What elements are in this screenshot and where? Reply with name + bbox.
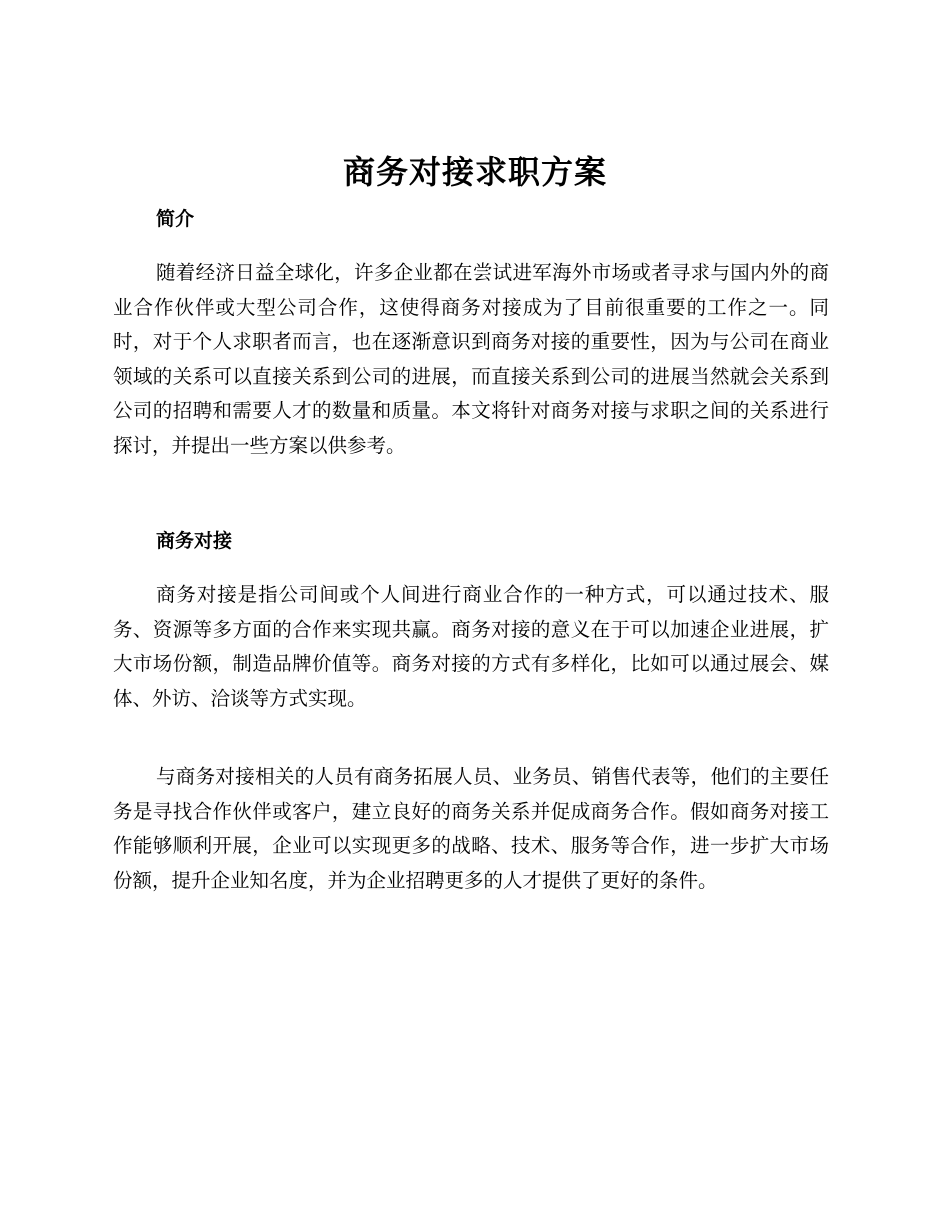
paragraph-business-matching-personnel: 与商务对接相关的人员有商务拓展人员、业务员、销售代表等，他们的主要任务是寻找合作伙伴或客户，建立良好的商务关系并促成商务合作。假如商务对接工作能够顺利开展，企业可以实现更多的战略、技术、服务等合作，进一步扩大市场份额，提升企业知名度，并为企业招聘更多的人才提供了更好的条件。 — [113, 765, 829, 892]
paragraph-intro: 随着经济日益全球化，许多企业都在尝试进军海外市场或者寻求与国内外的商业合作伙伴或大型公司合作，这使得商务对接成为了目前很重要的工作之一。同时，对于个人求职者而言，也在逐渐意识到商务对接的重要性，因为与公司在商业领域的关系可以直接关系到公司的进展，而直接关系到公司的进展当然就会关系到公司的招聘和需要人才的数量和质量。本文将针对商务对接与求职之间的关系进行探讨，并提出一些方案以供参考。 — [113, 261, 829, 457]
document-title: 商务对接求职方案 — [342, 153, 607, 191]
section-heading-business-matching: 商务对接 — [156, 530, 233, 552]
section-heading-intro: 简介 — [156, 208, 195, 230]
paragraph-business-matching-definition: 商务对接是指公司间或个人间进行商业合作的一种方式，可以通过技术、服务、资源等多方面的合作来实现共赢。商务对接的意义在于可以加速企业进展，扩大市场份额，制造品牌价值等。商务对接的方式有多样化，比如可以通过展会、媒体、外访、洽谈等方式实现。 — [113, 583, 829, 710]
